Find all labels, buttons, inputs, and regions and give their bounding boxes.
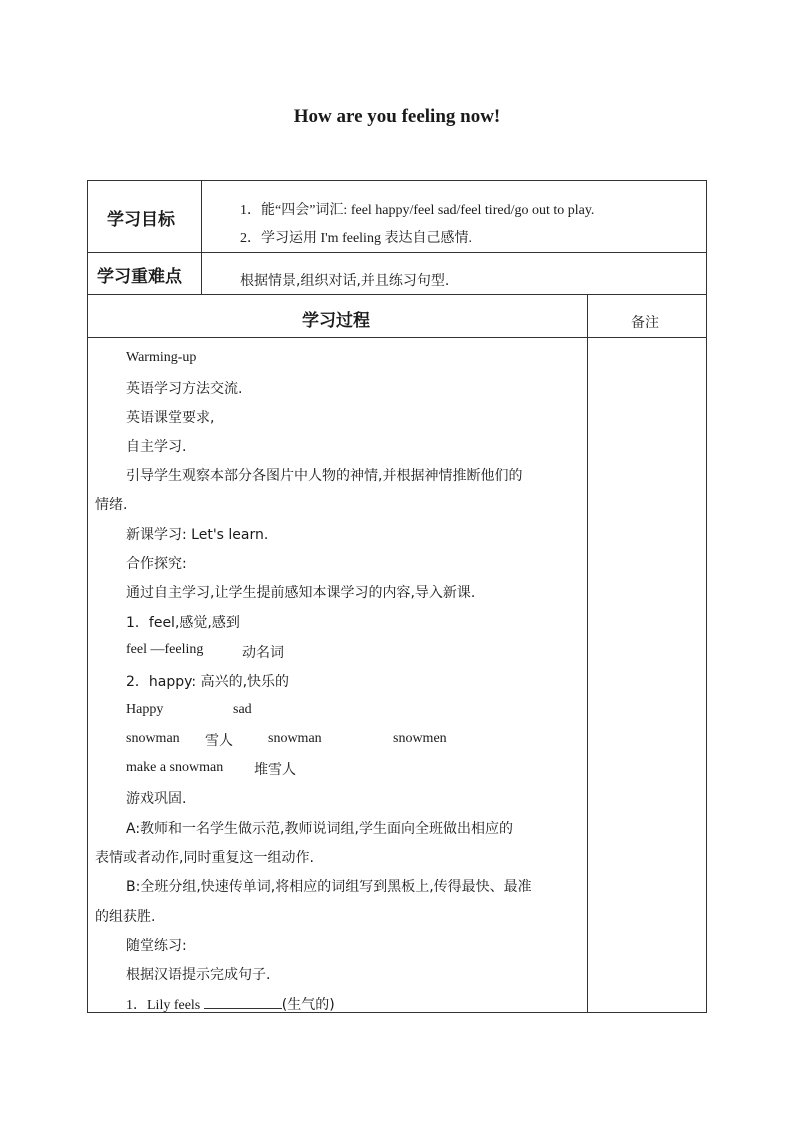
process-line: 新课学习: Let's learn. xyxy=(126,527,269,543)
process-line: 的组获胜. xyxy=(95,909,156,925)
process-header: 学习过程 xyxy=(302,311,370,331)
process-line: B:全班分组,快速传单词,将相应的词组写到黑板上,传得最快、最准 xyxy=(126,879,532,895)
process-line: Warming-up xyxy=(126,350,197,365)
process-line: 通过自主学习,让学生提前感知本课学习的内容,导入新课. xyxy=(126,585,476,601)
process-line: 随堂练习: xyxy=(126,938,187,954)
key-points-text: 根据情景,组织对话,并且练习句型. xyxy=(240,273,450,289)
process-line: A:教师和一名学生做示范,教师说词组,学生面向全班做出相应的 xyxy=(126,821,513,837)
row-divider-2 xyxy=(87,294,707,295)
answer-blank xyxy=(204,994,282,1009)
exercise-line-1 xyxy=(126,994,335,1014)
process-line: 表情或者动作,同时重复这一组动作. xyxy=(95,850,314,866)
process-line: feel —feeling xyxy=(126,642,204,657)
process-line: snowmen xyxy=(393,731,447,746)
process-line: 雪人 xyxy=(205,733,233,749)
row-divider-3 xyxy=(87,337,707,338)
objectives-label: 学习目标 xyxy=(107,210,175,230)
objectives-line-2: 2．学习运用 I'm feeling 表达自己感情. xyxy=(240,231,472,246)
process-line: 合作探究: xyxy=(126,556,187,572)
process-line: snowman xyxy=(126,731,180,746)
objectives-line-1: 1．能“四会”词汇: feel happy/feel sad/feel tired/go out to play. xyxy=(240,203,595,218)
process-line: Happy xyxy=(126,702,164,717)
process-line: 情绪. xyxy=(95,497,128,513)
process-line: 1．feel,感觉,感到 xyxy=(126,615,240,631)
process-line: sad xyxy=(233,702,252,717)
process-line: 动名词 xyxy=(242,645,284,661)
document-title: How are you feeling now! xyxy=(293,106,501,127)
notes-header: 备注 xyxy=(631,315,659,331)
process-line: 堆雪人 xyxy=(254,762,296,778)
process-line: snowman xyxy=(268,731,322,746)
key-points-label: 学习重难点 xyxy=(97,267,182,287)
col-divider-objectives xyxy=(201,180,202,253)
process-line: 根据汉语提示完成句子. xyxy=(126,967,271,983)
col-divider-keypoints xyxy=(201,252,202,294)
process-line: 英语课堂要求, xyxy=(126,410,215,426)
col-divider-notes xyxy=(587,294,588,1013)
exercise-hint: (生气的) xyxy=(281,997,335,1013)
process-line: 游戏巩固. xyxy=(126,791,187,807)
process-line: 2．happy: 高兴的,快乐的 xyxy=(126,674,290,690)
process-line: make a snowman xyxy=(126,760,224,775)
row-divider-1 xyxy=(87,252,707,253)
exercise-prompt: 1．Lily feels xyxy=(126,998,201,1013)
process-line: 自主学习. xyxy=(126,439,187,455)
process-line: 引导学生观察本部分各图片中人物的神情,并根据神情推断他们的 xyxy=(126,468,523,484)
process-line: 英语学习方法交流. xyxy=(126,381,243,397)
